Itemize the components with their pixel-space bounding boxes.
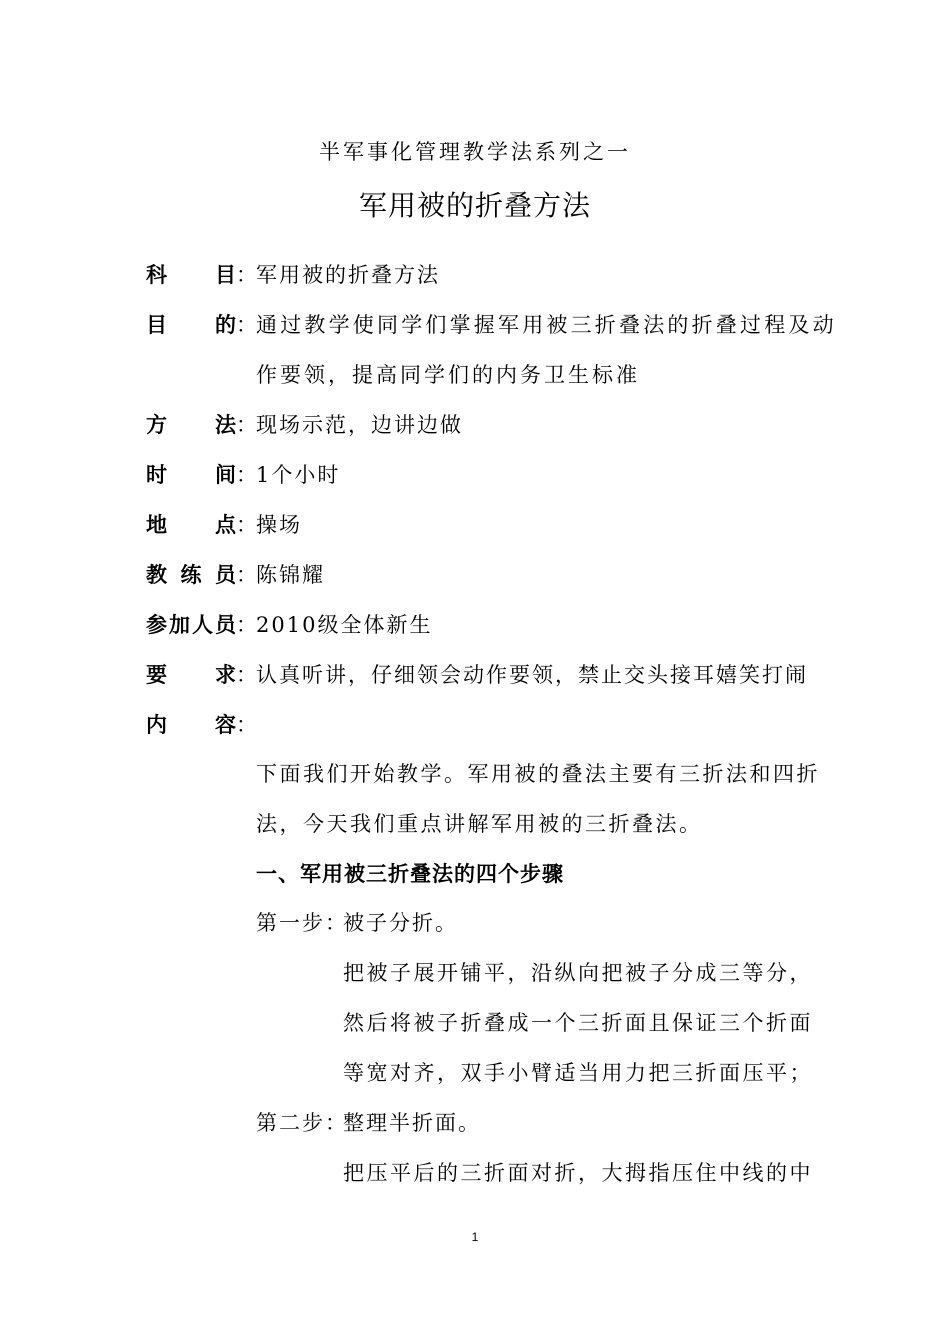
field-colon: ： — [236, 563, 257, 587]
field-colon: ： — [236, 413, 257, 437]
field-label: 目 的 — [146, 313, 236, 337]
field-value: 认真听讲，仔细领会动作要领，禁止交头接耳嬉笑打闹 — [256, 663, 808, 687]
field-colon: ： — [236, 713, 257, 737]
field-label: 方 法 — [146, 413, 236, 437]
field-colon: ： — [236, 313, 257, 337]
field-label: 地 点 — [146, 513, 236, 537]
document-subtitle: 半军事化管理教学法系列之一 — [319, 140, 631, 164]
step-label: 第一步： — [256, 911, 348, 935]
field-value: 军用被的折叠方法 — [256, 263, 440, 287]
step-body-line: 把压平后的三折面对折，大拇指压住中线的中 — [343, 1161, 813, 1185]
step-body-line: 把被子展开铺平，沿纵向把被子分成三等分， — [343, 961, 813, 985]
field-value: 通过教学使同学们掌握军用被三折叠法的折叠过程及动 — [256, 313, 837, 337]
field-value: 陈锦耀 — [256, 563, 325, 587]
section-heading: 一、军用被三折叠法的四个步骤 — [256, 862, 564, 886]
field-label: 参 加 人 员 — [146, 613, 236, 637]
field-value-continued: 作要领，提高同学们的内务卫生标准 — [256, 363, 640, 387]
document-title: 军用被的折叠方法 — [358, 189, 591, 222]
field-colon: ： — [236, 613, 257, 637]
page-number: 1 — [471, 1230, 479, 1244]
field-label: 科 目 — [146, 263, 236, 287]
field-value: 操场 — [256, 513, 302, 537]
step-body-line: 然后将被子折叠成一个三折面且保证三个折面 — [343, 1011, 813, 1035]
step-label: 第二步： — [256, 1111, 348, 1135]
step-title: 被子分折。 — [343, 911, 458, 935]
field-label: 要 求 — [146, 663, 236, 687]
field-value: 现场示范，边讲边做 — [256, 413, 463, 437]
step-title: 整理半折面。 — [343, 1111, 481, 1135]
field-label: 教 练 员 — [146, 563, 236, 587]
field-value: 2010级全体新生 — [256, 613, 433, 637]
field-label: 时 间 — [146, 463, 236, 487]
field-colon: ： — [236, 463, 257, 487]
field-colon: ： — [236, 263, 257, 287]
field-colon: ： — [236, 513, 257, 537]
field-colon: ： — [236, 663, 257, 687]
field-label: 内 容 — [146, 713, 236, 737]
intro-line: 下面我们开始教学。军用被的叠法主要有三折法和四折 — [256, 762, 820, 786]
intro-line: 法，今天我们重点讲解军用被的三折叠法。 — [256, 812, 703, 836]
step-body-line: 等宽对齐，双手小臂适当用力把三折面压平； — [343, 1061, 813, 1085]
field-value: 1个小时 — [256, 463, 341, 487]
